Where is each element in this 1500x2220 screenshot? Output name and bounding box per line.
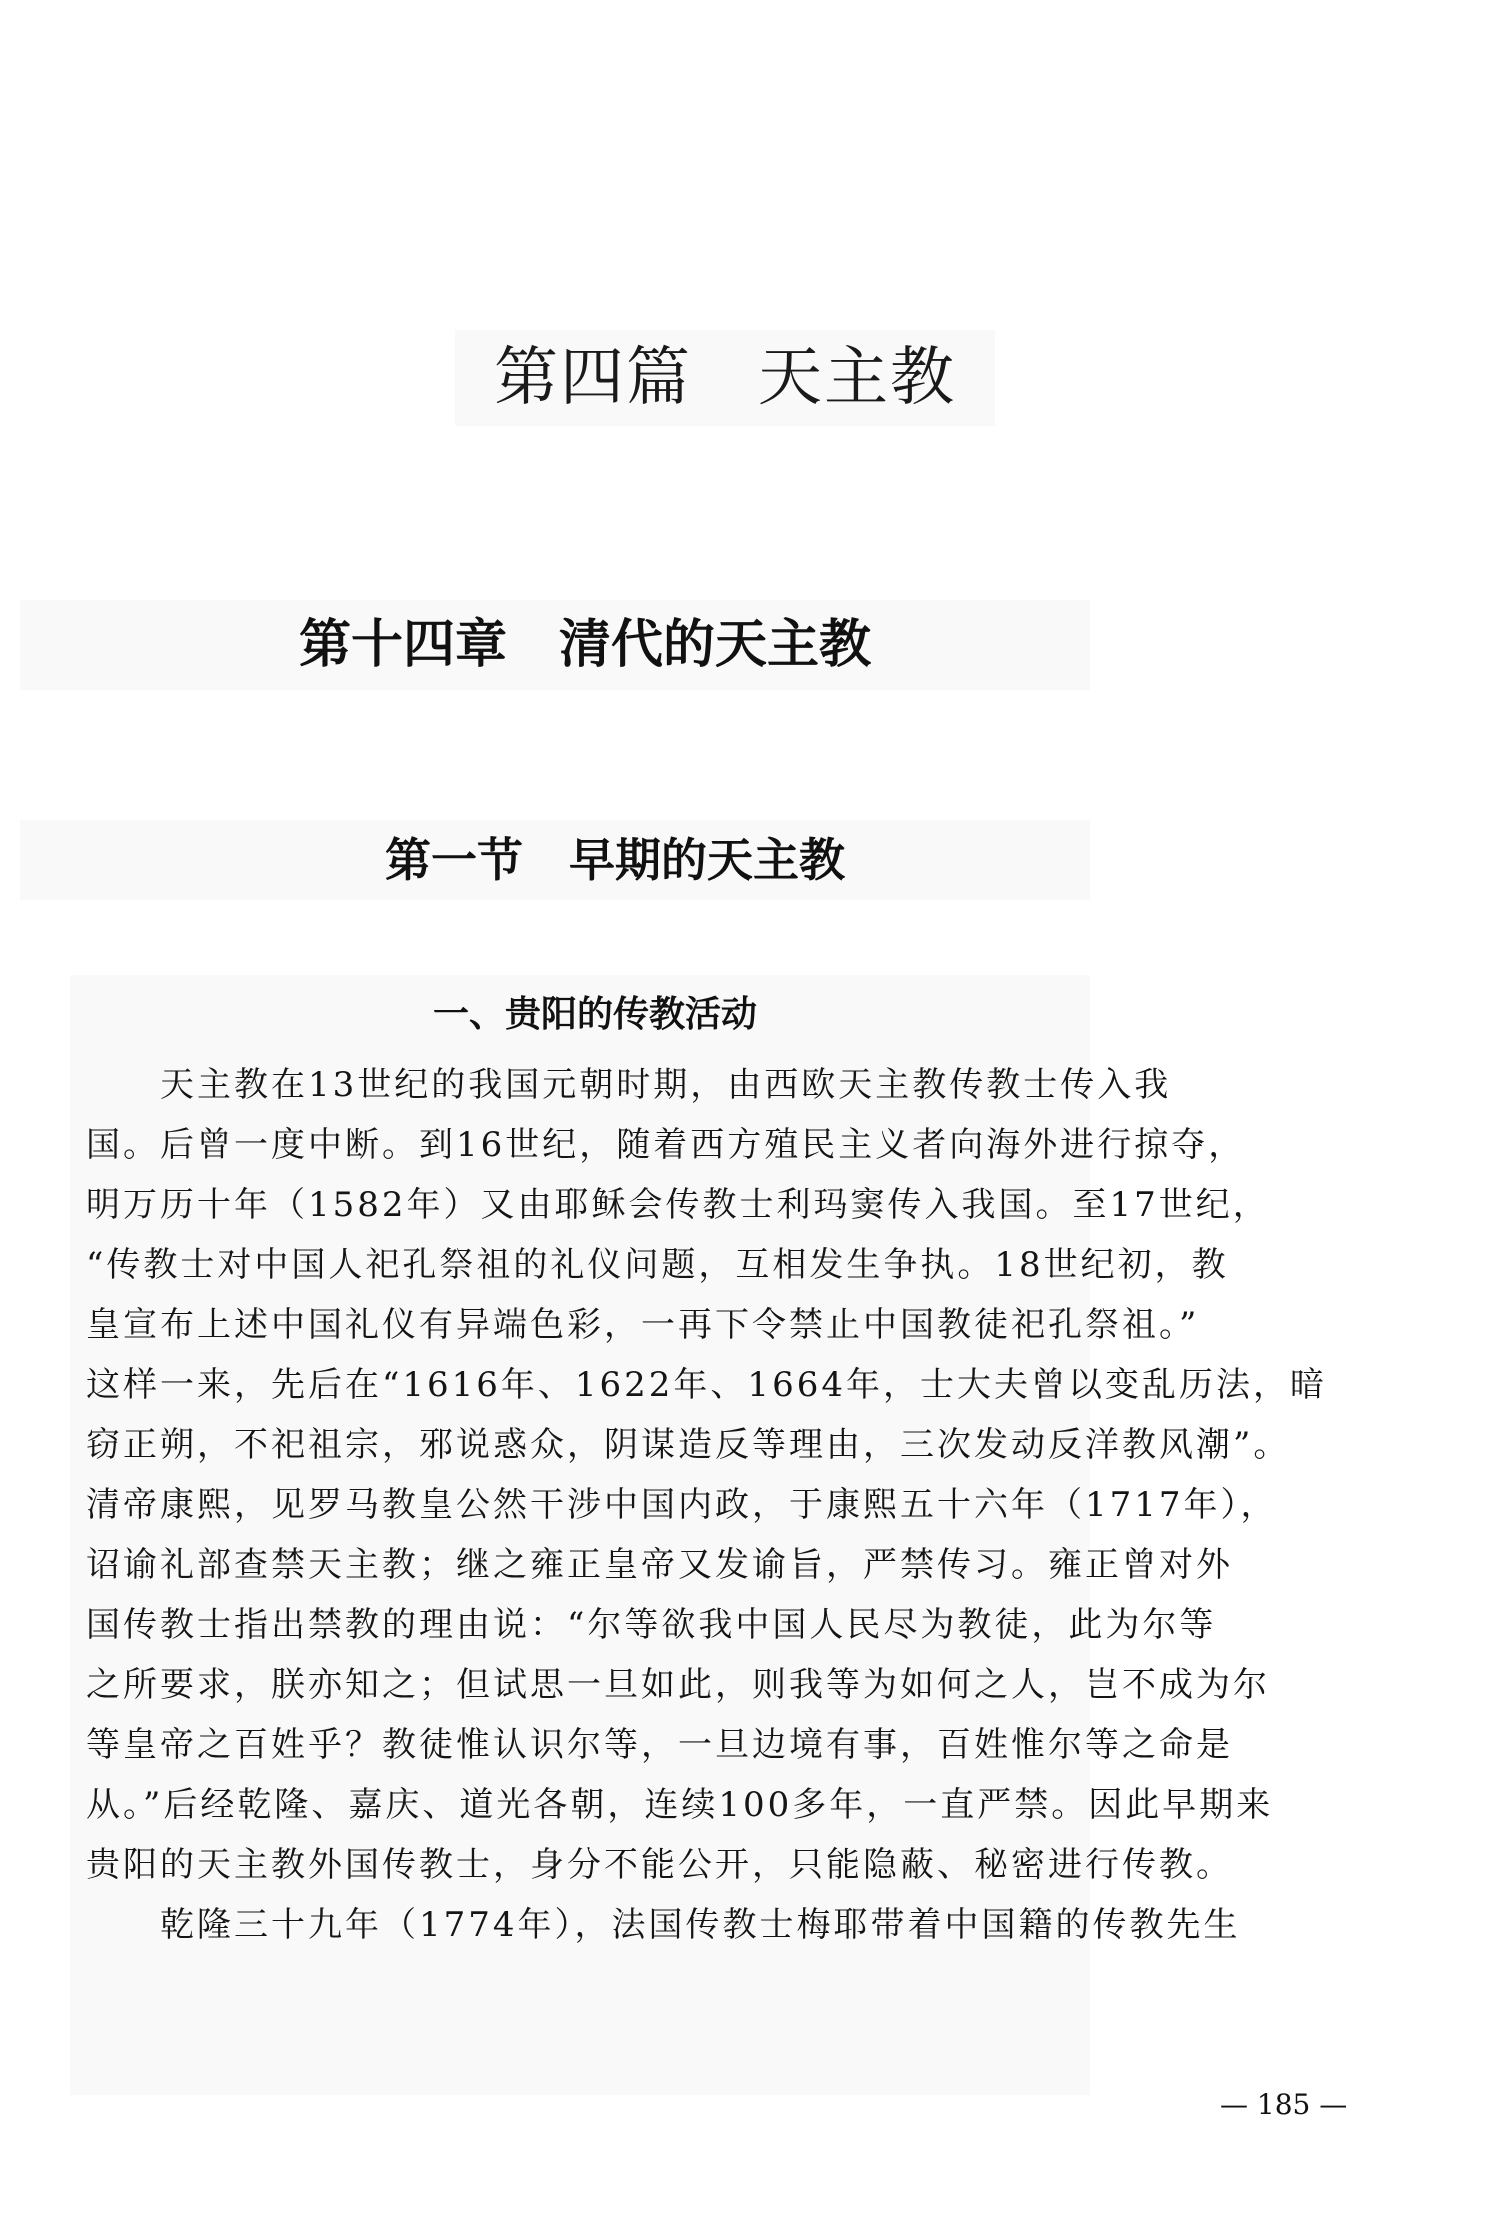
page-number: — 185 — [1220, 2088, 1348, 2121]
subsection-title: 一、贵阳的传教活动 [432, 994, 757, 1035]
body-line-7: 窃正朔，不祀祖宗，邪说惑众，阴谋造反等理由，三次发动反洋教风潮”。 [86, 1425, 1291, 1465]
body-line-9: 诏谕礼部查禁天主教；继之雍正皇帝又发谕旨，严禁传习。雍正曾对外 [86, 1545, 1233, 1585]
body-line-15: 乾隆三十九年（1774年），法国传教士梅耶带着中国籍的传教先生 [86, 1905, 1241, 1945]
body-line-3: 明万历十年（1582年）又由耶稣会传教士利玛窦传入我国。至17世纪， [86, 1185, 1270, 1225]
body-line-14: 贵阳的天主教外国传教士，身分不能公开，只能隐蔽、秘密进行传教。 [86, 1845, 1233, 1885]
section-title: 第一节 早期的天主教 [20, 820, 1090, 900]
body-line-4: “传教士对中国人祀孔祭祖的礼仪问题，互相发生争执。18世纪初，教 [86, 1245, 1229, 1285]
body-line-6: 这样一来，先后在“1616年、1622年、1664年，士大夫曾以变乱历法，暗 [86, 1365, 1327, 1405]
body-line-13: 从。”后经乾隆、嘉庆、道光各朝，连续100多年，一直严禁。因此早期来 [86, 1785, 1274, 1825]
body-text-block [70, 975, 1327, 2095]
part-title: 第四篇 天主教 [455, 330, 995, 426]
body-line-2: 国。后曾一度中断。到16世纪，随着西方殖民主义者向海外进行掠夺， [86, 1125, 1246, 1165]
chapter-title: 第十四章 清代的天主教 [20, 600, 1090, 690]
body-line-1: 天主教在13世纪的我国元朝时期，由西欧天主教传教士传入我 [86, 1065, 1172, 1105]
body-line-5: 皇宣布上述中国礼仪有异端色彩，一再下令禁止中国教徒祀孔祭祖。” [86, 1305, 1200, 1345]
body-line-8: 清帝康熙，见罗马教皇公然干涉中国内政，于康熙五十六年（1717年）， [86, 1485, 1278, 1525]
body-line-11: 之所要求，朕亦知之；但试思一旦如此，则我等为如何之人，岂不成为尔 [86, 1665, 1270, 1705]
body-line-12: 等皇帝之百姓乎？教徒惟认识尔等，一旦边境有事，百姓惟尔等之命是 [86, 1725, 1233, 1765]
body-line-10: 国传教士指出禁教的理由说：“尔等欲我中国人民尽为教徒，此为尔等 [86, 1605, 1217, 1645]
